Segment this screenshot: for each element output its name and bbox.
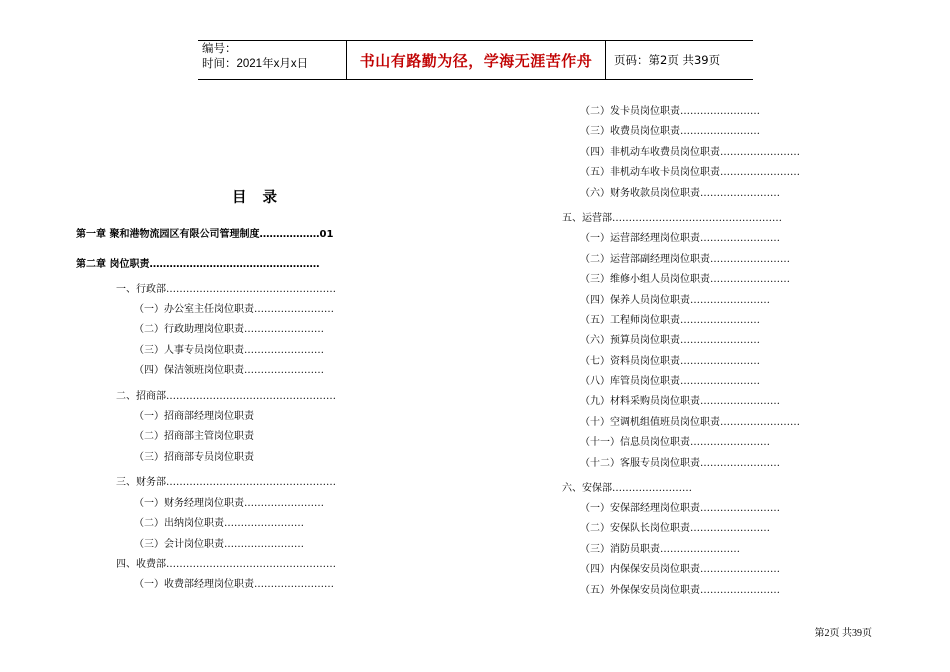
toc-entry-right-item: （四）内保保安员岗位职责……………………: [580, 564, 780, 575]
toc-entry-left-item: （三）人事专员岗位职责……………………: [134, 345, 324, 356]
toc-entry-right-item: （四）保养人员岗位职责……………………: [580, 295, 770, 306]
toc-entry-left-chapter: 第一章 聚和港物流园区有限公司管理制度………………01: [76, 229, 334, 240]
time-label: 时间：2021年x月x日: [202, 58, 309, 70]
toc-entry-right-item: （一）安保部经理岗位职责……………………: [580, 503, 780, 514]
toc-entry-left-item: （一）财务经理岗位职责……………………: [134, 498, 324, 509]
toc-entry-right-item: （七）资料员岗位职责……………………: [580, 356, 760, 367]
toc-entry-right-item: （二）运营部副经理岗位职责……………………: [580, 254, 790, 265]
toc-entry-right-item: （四）非机动车收费员岗位职责……………………: [580, 147, 800, 158]
toc-entry-left-item: （二）招商部主管岗位职责: [134, 431, 254, 442]
toc-entry-right-item: （十二）客服专员岗位职责……………………: [580, 458, 780, 469]
toc-entry-right-item: （九）材料采购员岗位职责……………………: [580, 396, 780, 407]
toc-title: 目录: [232, 190, 293, 206]
toc-entry-right-item: （一）运营部经理岗位职责……………………: [580, 233, 780, 244]
header-info: [198, 41, 347, 79]
toc-entry-left-section: 四、收费部……………………………………………: [116, 559, 336, 570]
toc-entry-right-item: （三）维修小组人员岗位职责……………………: [580, 274, 790, 285]
toc-entry-left-item: （一）招商部经理岗位职责: [134, 411, 254, 422]
toc-entry-right-item: （六）预算员岗位职责……………………: [580, 335, 760, 346]
toc-entry-right-item: （八）库管员岗位职责……………………: [580, 376, 760, 387]
toc-entry-right-item: （三）消防员职责……………………: [580, 544, 740, 555]
toc-entry-left-section: 三、财务部……………………………………………: [116, 477, 336, 488]
toc-entry-left-item: （二）出纳岗位职责……………………: [134, 518, 304, 529]
toc-entry-right-item: （十一）信息员岗位职责……………………: [580, 437, 770, 448]
toc-entry-right-item: （五）外保保安员岗位职责……………………: [580, 585, 780, 596]
toc-entry-left-item: （四）保洁领班岗位职责……………………: [134, 365, 324, 376]
toc-entry-right-item: （十）空调机组值班员岗位职责……………………: [580, 417, 800, 428]
toc-entry-right-item: （二）安保队长岗位职责……………………: [580, 523, 770, 534]
toc-entry-right-item: （五）工程师岗位职责……………………: [580, 315, 760, 326]
toc-entry-left-item: （一）办公室主任岗位职责……………………: [134, 304, 334, 315]
header-page-code: 页码：第2页 共39页: [614, 53, 721, 67]
toc-entry-left-item: （一）收费部经理岗位职责……………………: [134, 579, 334, 590]
toc-entry-left-item: （二）行政助理岗位职责……………………: [134, 324, 324, 335]
toc-entry-right-section: 五、运营部……………………………………………: [562, 213, 782, 224]
toc-entry-left-item: （三）会计岗位职责……………………: [134, 539, 304, 550]
header-motto: 书山有路勤为径，学海无涯苦作舟: [347, 41, 606, 79]
toc-entry-left-chapter: 第二章 岗位职责……………………………………………: [76, 259, 320, 270]
toc-entry-right-item: （二）发卡员岗位职责……………………: [580, 106, 760, 117]
toc-entry-left-section: 二、招商部……………………………………………: [116, 391, 336, 402]
toc-entry-right-item: （六）财务收款员岗位职责……………………: [580, 188, 780, 199]
page-footer: 第2页 共39页: [814, 628, 872, 639]
page-header: [198, 40, 753, 80]
toc-entry-right-item: （三）收费员岗位职责……………………: [580, 126, 760, 137]
toc-entry-right-item: （五）非机动车收卡员岗位职责……………………: [580, 167, 800, 178]
number-label: 编号：: [202, 43, 237, 55]
toc-entry-left-section: 一、行政部……………………………………………: [116, 284, 336, 295]
toc-entry-left-item: （三）招商部专员岗位职责: [134, 452, 254, 463]
toc-entry-right-section: 六、安保部……………………: [562, 483, 692, 494]
